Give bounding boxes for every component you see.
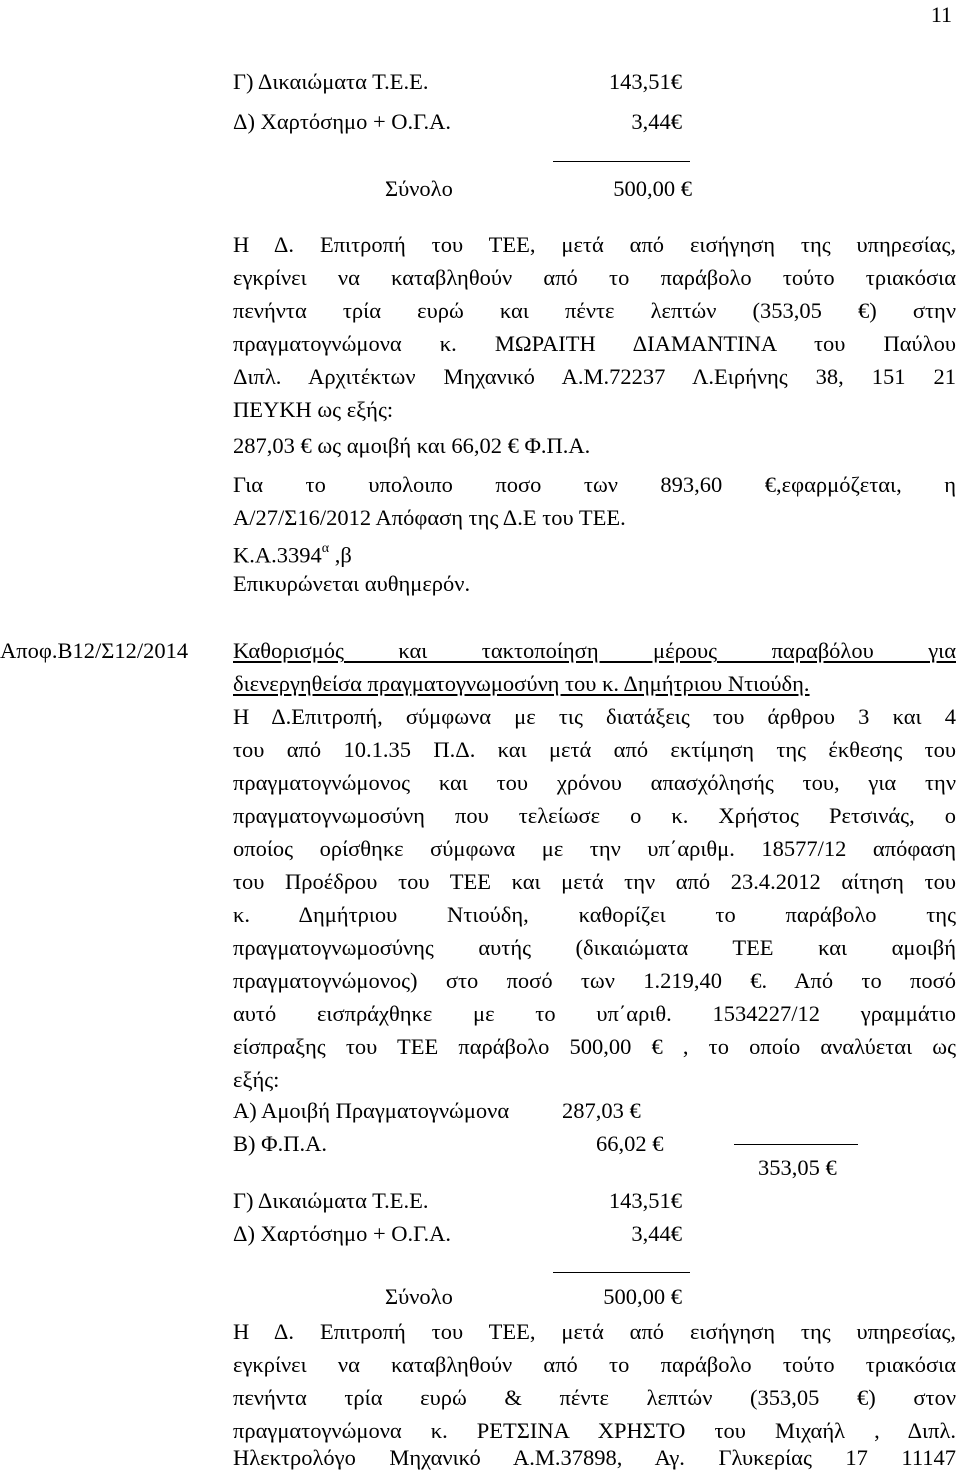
text-line: είσπραξης του ΤΕΕ παράβολο 500,00 € , το οποίο αναλύεται ως bbox=[233, 1034, 956, 1059]
page-number: 11 bbox=[930, 2, 952, 27]
text-line: Α/27/Σ16/2012 Απόφαση της Δ.Ε του ΤΕΕ. bbox=[233, 505, 626, 530]
text-line: εγκρίνει να καταβληθούν από το παράβολο τούτο τριακόσια bbox=[233, 265, 956, 290]
amount-value: 3,44€ bbox=[631, 109, 682, 134]
total-label: Σύνολο bbox=[385, 1284, 453, 1309]
text-line: Η Δ. Επιτροπή του ΤΕΕ, μετά από εισήγηση της υπηρεσίας, bbox=[233, 232, 956, 257]
breakdown-label: Γ) Δικαιώματα Τ.Ε.Ε. bbox=[233, 1188, 429, 1213]
total-amount: 500,00 € bbox=[603, 1284, 682, 1309]
text-line: εγκρίνει να καταβληθούν από το παράβολο τούτο τριακόσια bbox=[233, 1352, 956, 1377]
text-line: πραγματογνώμονα κ. ΜΩΡΑΙΤΗ ΔΙΑΜΑΝΤΙΝΑ του Παύλου bbox=[233, 331, 956, 356]
text-line: πραγματογνώμονος) στο ποσό των 1.219,40 €. Από το ποσό bbox=[233, 968, 956, 993]
breakdown-label: Β) Φ.Π.Α. bbox=[233, 1131, 327, 1156]
ka-reference bbox=[233, 536, 956, 571]
decision-id: Αποφ.Β12/Σ12/2014 bbox=[0, 638, 189, 663]
text-line: πραγματογνωμοσύνης αυτής (δικαιώματα ΤΕΕ και αμοιβή bbox=[233, 935, 956, 960]
amount-label: Δ) Χαρτόσημο + Ο.Γ.Α. bbox=[233, 109, 451, 134]
breakdown-amount: 66,02 € bbox=[596, 1131, 664, 1156]
sum-rule bbox=[553, 161, 690, 162]
text-line: πενήντα τρία ευρώ & πέντε λεπτών (353,05 €) στον bbox=[233, 1385, 956, 1410]
text-line: κ. Δημήτριου Ντιούδη, καθορίζει το παράβολο της bbox=[233, 902, 956, 927]
total-amount: 500,00 € bbox=[613, 176, 692, 201]
amount-value: 143,51€ bbox=[608, 69, 682, 94]
text-line: πενήντα τρία ευρώ και πέντε λεπτών (353,05 €) στην bbox=[233, 298, 956, 323]
amount-label: Γ) Δικαιώματα Τ.Ε.Ε. bbox=[233, 69, 429, 94]
text-line: πραγματογνώμονα κ. ΡΕΤΣΙΝΑ ΧΡΗΣΤΟ του Μιχαήλ , Διπλ. bbox=[233, 1418, 956, 1443]
text-line: του Προέδρου του ΤΕΕ και μετά την από 23.4.2012 αίτηση του bbox=[233, 869, 956, 894]
ratified-text: Επικυρώνεται αυθημερόν. bbox=[233, 571, 471, 596]
text-line: Για το υπολοιπο ποσο των 893,60 €,εφαρμόζεται, η bbox=[233, 472, 956, 497]
text-line: ΠΕΥΚΗ ως εξής: bbox=[233, 397, 394, 422]
text-line: Διπλ. Αρχιτέκτων Μηχανικό Α.Μ.72237 Λ.Ειρήνης 38, 151 21 bbox=[233, 364, 956, 389]
ka-superscript: α bbox=[321, 541, 330, 556]
text-line: Η Δ.Επιτροπή, σύμφωνα με τις διατάξεις του άρθρου 3 και 4 bbox=[233, 704, 956, 729]
breakdown-label: Δ) Χαρτόσημο + Ο.Γ.Α. bbox=[233, 1221, 451, 1246]
text-line: του από 10.1.35 Π.Δ. και μετά από εκτίμηση της έκθεσης του bbox=[233, 737, 956, 762]
breakdown-amount: 143,51€ bbox=[608, 1188, 682, 1213]
subtotal-amount: 353,05 € bbox=[758, 1155, 837, 1180]
text-line: αυτό εισπράχθηκε με το υπ΄αριθ. 1534227/12 γραμμάτιο bbox=[233, 1001, 956, 1026]
breakdown-amount: 287,03 € bbox=[562, 1098, 641, 1123]
text-line: Ηλεκτρολόγο Μηχανικό Α.Μ.37898, Αγ. Γλυκερίας 17 11147 bbox=[233, 1445, 956, 1470]
text-line: 287,03 € ως αμοιβή και 66,02 € Φ.Π.Α. bbox=[233, 433, 591, 458]
subtotal-rule bbox=[734, 1144, 858, 1145]
text-line: πραγματογνώμονος και του χρόνου απασχόλησής του, για την bbox=[233, 770, 956, 795]
decision-subject: διενεργηθείσα πραγματογνωμοσύνη του κ. Δημήτριου Ντιούδη. bbox=[233, 671, 810, 696]
ka-tail: ,β bbox=[329, 542, 352, 568]
text-line: πραγματογνωμοσύνη που τελείωσε ο κ. Χρήστος Ρετσινάς, ο bbox=[233, 803, 956, 828]
total-label: Σύνολο bbox=[385, 176, 453, 201]
text-line: Η Δ. Επιτροπή του ΤΕΕ, μετά από εισήγηση της υπηρεσίας, bbox=[233, 1319, 956, 1344]
breakdown-amount: 3,44€ bbox=[631, 1221, 682, 1246]
ka-code: Κ.Α.3394 bbox=[233, 542, 322, 568]
text-line: εξής: bbox=[233, 1067, 280, 1092]
decision-subject: Καθορισμός και τακτοποίηση μέρους παραβόλου για bbox=[233, 638, 956, 663]
text-line: οποίος ορίσθηκε σύμφωνα με την υπ΄αριθμ. 18577/12 απόφαση bbox=[233, 836, 956, 861]
total-rule bbox=[553, 1272, 690, 1273]
breakdown-label: Α) Αμοιβή Πραγματογνώμονα bbox=[233, 1098, 510, 1123]
